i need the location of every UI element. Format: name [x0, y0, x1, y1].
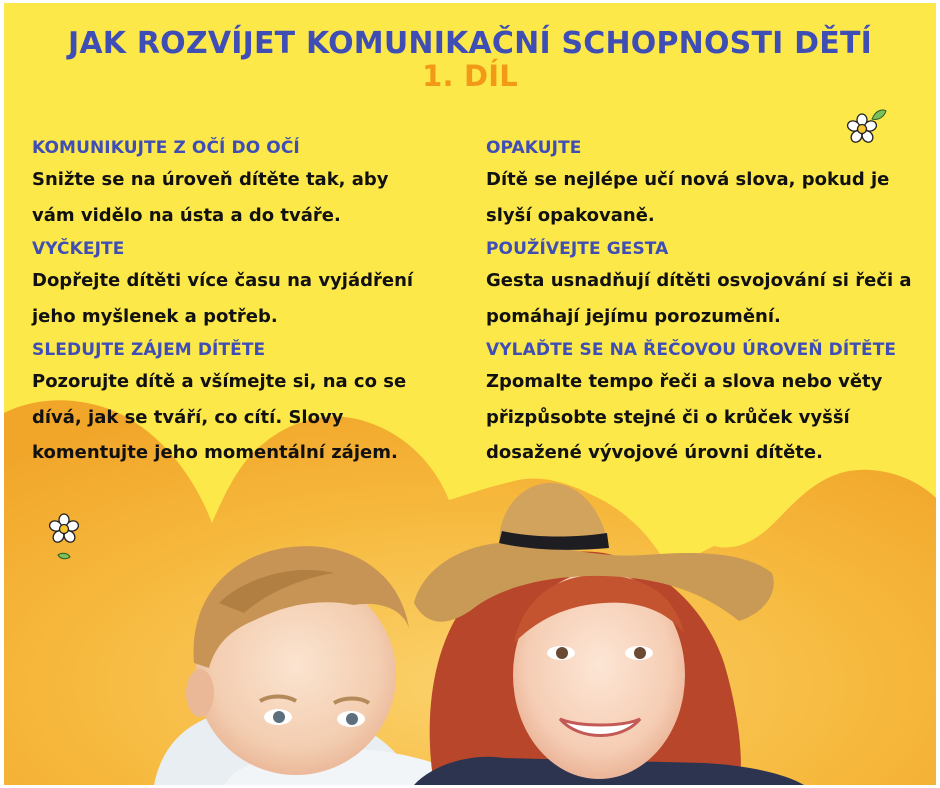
tip-heading: VYČKEJTE — [32, 239, 125, 259]
girl-pupil-left — [556, 647, 568, 659]
tip-eye-contact — [32, 134, 462, 233]
tip-heading: OPAKUJTE — [486, 138, 582, 158]
tip-text-line: Gesta usnadňují dítěti osvojování si řeči a — [486, 270, 912, 291]
tip-repeat — [486, 134, 934, 233]
daisy-icon — [44, 511, 84, 567]
tip-text-line: slyší opakovaně. — [486, 204, 655, 226]
tip-text-line: komentujte jeho momentální zájem. — [32, 442, 398, 463]
tip-text — [486, 162, 934, 233]
tip-text-line: Pozorujte dítě a všímejte si, na co se — [32, 371, 407, 392]
daisy-icon — [842, 105, 888, 147]
tip-wait — [32, 235, 462, 334]
tip-text-line: Snižte se na úroveň dítěte tak, aby — [32, 169, 389, 190]
poster — [4, 3, 936, 785]
tip-gestures — [486, 235, 934, 334]
tip-heading: KOMUNIKUJTE Z OČÍ DO OČÍ — [32, 138, 300, 158]
tip-text — [486, 263, 934, 334]
tip-text-line: pomáhají jejímu porozumění. — [486, 305, 781, 327]
page-subtitle: 1. DÍL — [422, 59, 518, 93]
page-title: JAK ROZVÍJET KOMUNIKAČNÍ SCHOPNOSTI DĚTÍ — [68, 26, 872, 61]
tip-heading: SLEDUJTE ZÁJEM DÍTĚTE — [32, 340, 266, 360]
tip-text — [32, 364, 462, 471]
tip-text — [486, 364, 934, 471]
tip-speech-level — [486, 336, 934, 471]
right-column — [486, 134, 934, 473]
girl-pupil-right — [634, 647, 646, 659]
tip-text-line: Dítě se nejlépe učí nová slova, pokud je — [486, 169, 890, 190]
tip-text — [32, 162, 462, 233]
tip-text — [32, 263, 462, 334]
boy-pupil-left — [273, 711, 285, 723]
tip-text-line: Dopřejte dítěti více času na vyjádření — [32, 270, 414, 291]
tip-heading: POUŽÍVEJTE GESTA — [486, 239, 669, 259]
tip-follow-interest — [32, 336, 462, 471]
tip-text-line: Zpomalte tempo řeči a slova nebo věty — [486, 371, 883, 392]
tip-text-line: dívá, jak se tváří, co cítí. Slovy — [32, 406, 344, 428]
tip-text-line: jeho myšlenek a potřeb. — [32, 305, 278, 327]
tip-text-line: přizpůsobte stejné či o krůček vyšší — [486, 406, 850, 428]
tip-text-line: vám vidělo na ústa a do tváře. — [32, 204, 341, 226]
boy-ear — [186, 669, 214, 717]
tip-text-line: dosažené vývojové úrovni dítěte. — [486, 442, 823, 463]
boy-pupil-right — [346, 713, 358, 725]
left-column — [32, 134, 462, 473]
tip-heading: VYLAĎTE SE NA ŘEČOVOU ÚROVEŇ DÍTĚTE — [486, 340, 897, 360]
